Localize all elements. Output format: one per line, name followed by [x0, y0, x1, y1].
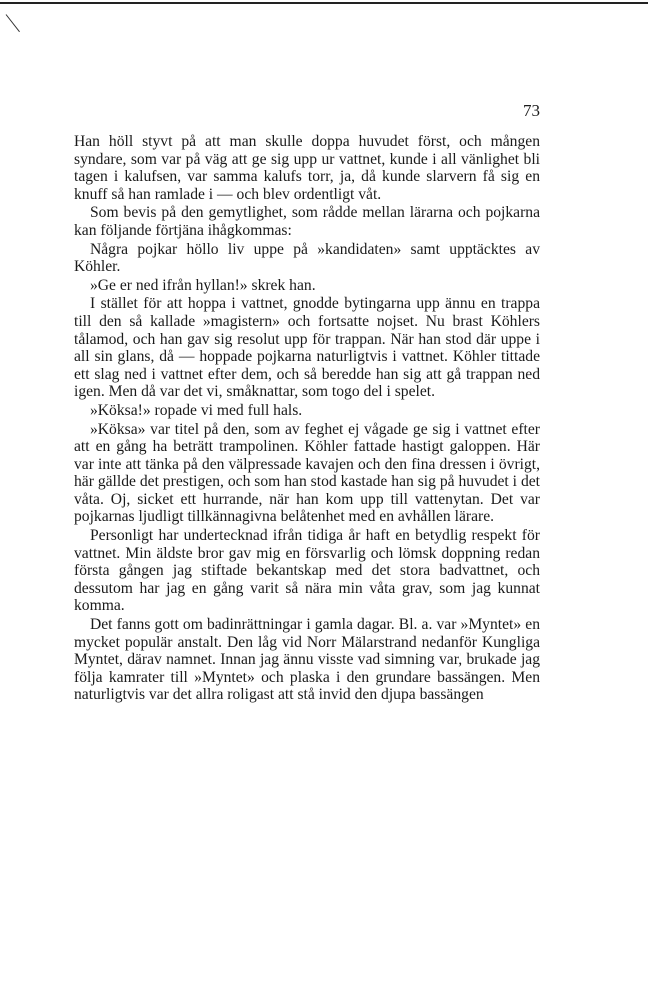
paragraph-8: Personligt har undertecknad ifrån tidiga år haft en betydlig respekt för vattnet. Min äldste bror gav mig en försvarlig och lömsk doppning redan första gången jag stiftade bekantskap med det stora badvattnet, och dessutom har jag en gång varit så nära min våta grav, som jag kunnat komma.	[74, 527, 540, 615]
paragraph-2: Som bevis på den gemytlighet, som rådde mellan lärarna och pojkarna kan följande förtjäna ihågkommas:	[74, 204, 540, 239]
paragraph-9: Det fanns gott om badinrättningar i gamla dagar. Bl. a. var »Myntet» en mycket populär anstalt. Den låg vid Norr Mälarstrand nedanför Kungliga Myntet, därav namnet. Innan jag ännu visste vad simning var, brukade jag följa kamrater till »Myntet» och plaska i den grundare bassängen. Men naturligtvis var det allra roligast att stå invid den djupa bassängen	[74, 616, 540, 704]
paragraph-4: »Ge er ned ifrån hyllan!» skrek han.	[90, 276, 316, 294]
paragraph-3: Några pojkar höllo liv uppe på »kandidaten» samt upptäcktes av Köhler.	[74, 240, 540, 276]
paragraph-7: »Köksa» var titel på den, som av feghet ej vågade ge sig i vattnet efter att en gång ha beträtt trampolinen. Köhler fattade hastigt galoppen. Här var inte att tänka på den välpressade kavajen och den fina dressen i övrigt, här gällde det prestigen, och som han stod kastade han sig på huvudet i det våta. Oj, sicket ett hurrande, när han kom upp till vattenytan. Det var pojkarnas ljudligt tillkännagivna belåtenhet med en avhållen lärare.	[74, 420, 540, 526]
paragraph-6: »Köksa!» ropade vi med full hals.	[90, 401, 303, 419]
paragraph-5: I stället för att hoppa i vattnet, gnodde bytingarna upp ännu en trappa till den så kallade »magistern» och fortsatte nojset. Nu brast Köhlers tålamod, och han gav sig resolut upp för trappan. När han stod där uppe i all sin glans, då — hoppade pojkarna naturligtvis i vattnet. Köhler tittade ett slag ned i vattnet efter dem, och så beredde han sig att gå trappan ned igen. Men då var det vi, småknattar, som togo del i spelet.	[74, 295, 540, 401]
body-text	[74, 133, 540, 704]
paragraph-1: Han höll styvt på att man skulle doppa huvudet först, och mången syndare, som var på väg att ge sig upp ur vattnet, kunde i all vänlighet bli tagen i kalufsen, var samma kalufs torr, ja, då kunde slarvern få sig en knuff så han ramlade i — och blev ordentligt våt.	[74, 133, 540, 203]
page-number: 73	[523, 101, 540, 120]
top-border-rule	[0, 2, 648, 4]
corner-scan-mark	[6, 14, 20, 32]
